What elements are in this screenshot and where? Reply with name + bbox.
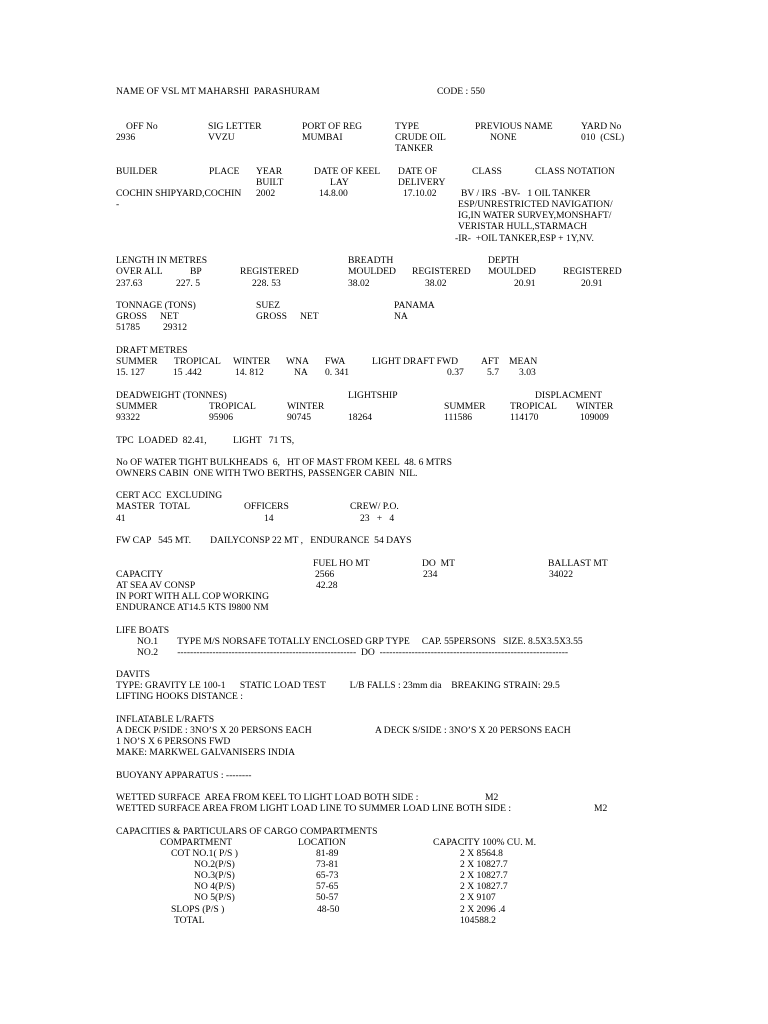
- cargo-row-location: 48-50: [317, 904, 340, 915]
- cargo-row-capacity: 2 X 10827.7: [460, 859, 508, 870]
- bp-value: 227. 5: [176, 278, 200, 289]
- registered-header-2: REGISTERED: [412, 266, 471, 277]
- builder-place-value: COCHIN SHIPYARD,COCHIN: [116, 188, 242, 199]
- cargo-row-name: NO 4(P/S): [194, 881, 235, 892]
- master-value: 41: [116, 513, 126, 524]
- rafts-port: A DECK P/SIDE : 3NO’S X 20 PERSONS EACH: [116, 725, 312, 736]
- cargo-header: CAPACITIES & PARTICULARS OF CARGO COMPARTMENTS: [116, 826, 378, 837]
- yard-value: 010 (CSL): [581, 132, 625, 143]
- delivery-header: DATE OF: [398, 166, 438, 177]
- length-header: LENGTH IN METRES: [116, 255, 208, 266]
- type-header: TYPE: [395, 121, 419, 132]
- wetted-line-1: WETTED SURFACE AREA FROM KEEL TO LIGHT LOAD BOTH SIDE :: [116, 792, 419, 803]
- disp-tropical-value: 114170: [510, 412, 539, 423]
- cargo-row-location: 65-73: [316, 870, 339, 881]
- officers-value: 14: [264, 513, 274, 524]
- overall-value: 237.63: [116, 278, 143, 289]
- cargo-row-location: 81-89: [316, 848, 339, 859]
- dw-winter-header: WINTER: [287, 401, 325, 412]
- tpc-line: TPC LOADED 82.41, LIGHT 71 TS,: [116, 435, 295, 446]
- davits-type: TYPE: GRAVITY LE 100-1 STATIC LOAD TEST L/B FALLS : 23mm dia BREAKING STRAIN: 29.5: [116, 680, 560, 691]
- draft-header: DRAFT METRES: [116, 345, 188, 356]
- draft-aft-value: 5.7: [487, 367, 499, 378]
- disp-winter-value: 109009: [580, 412, 609, 423]
- wetted-line-2: WETTED SURFACE AREA FROM LIGHT LOAD LINE TO SUMMER LOAD LINE BOTH SIDE :: [116, 803, 512, 814]
- buoyancy-line: BUOYANY APPARATUS : --------: [116, 770, 252, 781]
- davits-header: DAVITS: [116, 669, 150, 680]
- crew-header: CREW/ P.O.: [350, 501, 399, 512]
- suez-net-header: NET: [300, 311, 319, 322]
- lay-header: LAY: [330, 177, 349, 188]
- cargo-row-name: COT NO.1( P/S ): [171, 848, 238, 859]
- disp-winter-header: WINTER: [576, 401, 614, 412]
- cargo-row-capacity: 2 X 8564.8: [460, 848, 503, 859]
- bp-header: BP: [190, 266, 202, 277]
- builder-dash: -: [116, 199, 120, 210]
- class-notation-1: ESP/UNRESTRICTED NAVIGATION/: [458, 199, 613, 210]
- crew-value: 23 + 4: [360, 513, 395, 524]
- cargo-total-label: TOTAL: [174, 915, 205, 926]
- tonnage-header: TONNAGE (TONS): [116, 300, 196, 311]
- built-header: BUILT: [256, 177, 284, 188]
- class-value: BV / IRS -BV- 1 OIL TANKER: [461, 188, 591, 199]
- dw-winter-value: 90745: [287, 412, 311, 423]
- cargo-row-name: NO.3(P/S): [194, 870, 235, 881]
- draft-tropical-value: 15 .442: [173, 367, 202, 378]
- sig-letter-header: SIG LETTER: [208, 121, 262, 132]
- ballast-header: BALLAST MT: [548, 558, 608, 569]
- draft-aft-header: AFT: [481, 356, 500, 367]
- draft-wna-header: WNA: [286, 356, 309, 367]
- ballast-capacity: 34022: [549, 569, 573, 580]
- panama-header: PANAMA: [394, 300, 435, 311]
- cargo-total-value: 104588.2: [460, 915, 496, 926]
- panama-value: NA: [394, 311, 408, 322]
- draft-fwa-header: FWA: [325, 356, 346, 367]
- keel-value: 14.8.00: [319, 188, 348, 199]
- sig-letter-value: VVZU: [208, 132, 235, 143]
- disp-summer-value: 111586: [444, 412, 473, 423]
- lifting-hooks: LIFTING HOOKS DISTANCE :: [116, 691, 243, 702]
- lightship-value: 18264: [348, 412, 372, 423]
- cargo-row-name: NO.2(P/S): [194, 859, 235, 870]
- do-capacity: 234: [423, 569, 438, 580]
- fuel-capacity: 2566: [315, 569, 335, 580]
- bulkheads-line: No OF WATER TIGHT BULKHEADS 6, HT OF MAST FROM KEEL 48. 6 MTRS: [116, 457, 452, 468]
- rafts-starboard: A DECK S/SIDE : 3NO’S X 20 PERSONS EACH: [375, 725, 571, 736]
- vessel-code: CODE : 550: [437, 86, 485, 97]
- class-notation-2: IG,IN WATER SURVEY,MONSHAFT/: [458, 210, 612, 221]
- off-no-value: 2936: [116, 132, 136, 143]
- cargo-row-capacity: 2 X 10827.7: [460, 870, 508, 881]
- gross-value: 51785: [116, 322, 140, 333]
- cargo-row-capacity: 2 X 10827.7: [460, 881, 508, 892]
- class-notation-3: VERISTAR HULL,STARMACH: [458, 221, 588, 232]
- cargo-row-capacity: 2 X 2096 .4: [460, 904, 506, 915]
- suez-gross-header: GROSS: [256, 311, 287, 322]
- breadth-header: BREADTH: [348, 255, 394, 266]
- type-value-1: CRUDE OIL: [395, 132, 446, 143]
- cabin-line: OWNERS CABIN ONE WITH TWO BERTHS, PASSENGER CABIN NIL.: [116, 468, 418, 479]
- sea-consumption-value: 42.28: [316, 580, 338, 591]
- class-notation-4: -IR- +OIL TANKER,ESP + 1Y,NV.: [455, 233, 594, 244]
- rafts-make: MAKE: MARKWEL GALVANISERS INDIA: [116, 747, 295, 758]
- capacity-label: CAPACITY: [116, 569, 164, 580]
- moulded-header: MOULDED: [348, 266, 396, 277]
- wetted-m2-1: M2: [485, 792, 499, 803]
- master-header: MASTER TOTAL: [116, 501, 191, 512]
- previous-name-value: NONE: [490, 132, 517, 143]
- wetted-m2-2: M2: [594, 803, 608, 814]
- cargo-row-location: 73-81: [316, 859, 339, 870]
- dw-tropical-value: 95906: [209, 412, 233, 423]
- lifeboats-header: LIFE BOATS: [116, 625, 170, 636]
- depth-header: DEPTH: [488, 255, 519, 266]
- place-header: PLACE: [209, 166, 240, 177]
- officers-header: OFFICERS: [244, 501, 289, 512]
- port-consumption-label: IN PORT WITH ALL COP WORKING: [116, 591, 270, 602]
- fw-line: FW CAP 545 MT. DAILYCONSP 22 MT , ENDURANCE 54 DAYS: [116, 535, 412, 546]
- dw-tropical-header: TROPICAL: [209, 401, 256, 412]
- registered-value-2: 38.02: [425, 278, 447, 289]
- moulded-value-2: 20.91: [514, 278, 536, 289]
- registered-header: REGISTERED: [240, 266, 299, 277]
- registered-header-3: REGISTERED: [563, 266, 622, 277]
- moulded-header-2: MOULDED: [488, 266, 536, 277]
- class-header: CLASS: [472, 166, 502, 177]
- lifeboat-no2: NO.2 -------------------------------------------------------- DO -----------------------------------------------------------: [137, 647, 569, 658]
- location-header: LOCATION: [298, 837, 346, 848]
- port-header: PORT OF REG: [302, 121, 363, 132]
- compartment-header: COMPARTMENT: [160, 837, 233, 848]
- gross-header: GROSS: [116, 311, 147, 322]
- disp-summer-header: SUMMER: [444, 401, 486, 412]
- yard-header: YARD No: [581, 121, 622, 132]
- draft-tropical-header: TROPICAL: [174, 356, 221, 367]
- disp-tropical-header: TROPICAL: [510, 401, 557, 412]
- cert-line: CERT ACC EXCLUDING: [116, 490, 223, 501]
- cargo-row-location: 50-57: [316, 892, 339, 903]
- draft-mean-value: 3.03: [519, 367, 536, 378]
- endurance-line: ENDURANCE AT14.5 KTS I9800 NM: [116, 602, 269, 613]
- registered-value-3: 20.91: [581, 278, 603, 289]
- draft-wna-value: NA: [294, 367, 308, 378]
- class-notation-header: CLASS NOTATION: [535, 166, 615, 177]
- sea-consumption-label: AT SEA AV CONSP: [116, 580, 196, 591]
- draft-fwa-value: 0. 341: [325, 367, 349, 378]
- draft-winter-header: WINTER: [233, 356, 271, 367]
- draft-mean-header: MEAN: [509, 356, 538, 367]
- rafts-fwd: 1 NO’S X 6 PERSONS FWD: [116, 736, 231, 747]
- port-value: MUMBAI: [302, 132, 343, 143]
- net-header: NET: [160, 311, 179, 322]
- draft-summer-value: 15. 127: [116, 367, 145, 378]
- do-header: DO MT: [422, 558, 456, 569]
- draft-summer-header: SUMMER: [116, 356, 158, 367]
- lightship-header: LIGHTSHIP: [348, 390, 398, 401]
- lifeboat-no1: NO.1 TYPE M/S NORSAFE TOTALLY ENCLOSED GRP TYPE CAP. 55PERSONS SIZE. 8.5X3.5X3.55: [137, 636, 583, 647]
- deadweight-header: DEADWEIGHT (TONNES): [116, 390, 227, 401]
- cargo-row-name: NO 5(P/S): [194, 892, 235, 903]
- cargo-row-name: SLOPS (P/S ): [171, 904, 225, 915]
- draft-fwd-value: 0.37: [447, 367, 464, 378]
- net-value: 29312: [163, 322, 187, 333]
- builder-header: BUILDER: [116, 166, 158, 177]
- displacement-header: DISPLACMENT: [535, 390, 603, 401]
- type-value-2: TANKER: [395, 143, 434, 154]
- suez-header: SUEZ: [256, 300, 280, 311]
- delivery-value: 17.10.02: [403, 188, 437, 199]
- keel-header: DATE OF KEEL: [314, 166, 381, 177]
- year-header: YEAR: [256, 166, 283, 177]
- capacity-header: CAPACITY 100% CU. M.: [433, 837, 536, 848]
- delivery-header-2: DELIVERY: [398, 177, 446, 188]
- registered-value: 228. 53: [252, 278, 281, 289]
- cargo-row-capacity: 2 X 9107: [460, 892, 496, 903]
- vessel-name: NAME OF VSL MT MAHARSHI PARASHURAM: [116, 86, 320, 97]
- rafts-header: INFLATABLE L/RAFTS: [116, 714, 215, 725]
- light-draft-header: LIGHT DRAFT FWD: [372, 356, 458, 367]
- dw-summer-header: SUMMER: [116, 401, 158, 412]
- dw-summer-value: 93322: [116, 412, 140, 423]
- fuel-header: FUEL HO MT: [313, 558, 370, 569]
- year-value: 2002: [256, 188, 276, 199]
- cargo-row-location: 57-65: [316, 881, 339, 892]
- draft-winter-value: 14. 812: [235, 367, 264, 378]
- previous-name-header: PREVIOUS NAME: [475, 121, 553, 132]
- overall-header: OVER ALL: [116, 266, 163, 277]
- off-no-header: OFF No: [126, 121, 158, 132]
- moulded-value: 38.02: [348, 278, 370, 289]
